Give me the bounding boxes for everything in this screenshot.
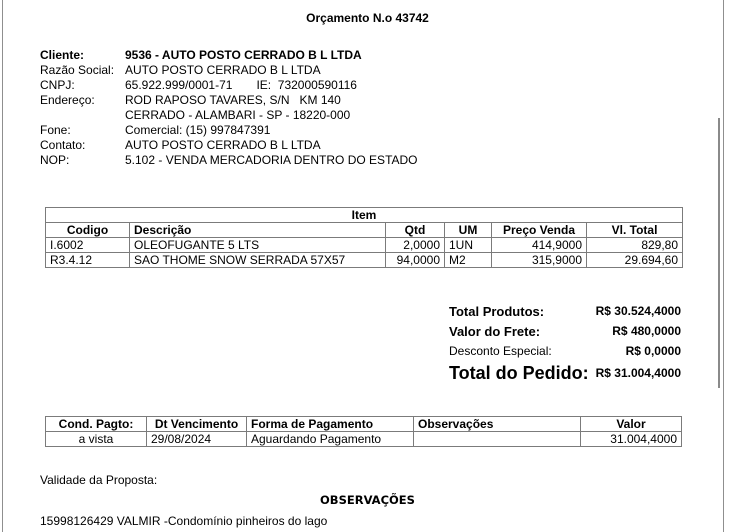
desconto-value: R$ 0,0000 <box>625 344 681 358</box>
cell-descricao: SAO THOME SNOW SERRADA 57X57 <box>130 253 386 268</box>
table-row <box>46 253 683 268</box>
cnpj-value-group <box>125 78 357 93</box>
items-header-row <box>46 223 683 238</box>
cell-observacoes <box>414 432 581 447</box>
total-produtos-value: R$ 30.524,4000 <box>595 304 681 318</box>
cell-vl-total: 29.694,60 <box>587 253 683 268</box>
desconto-row <box>449 344 681 364</box>
razao-social-value: AUTO POSTO CERRADO B L LTDA <box>125 63 321 77</box>
col-header-cond-pagto: Cond. Pagto: <box>46 417 147 432</box>
observacoes-text: 15998126429 VALMIR -Condomínio pinheiros do lago <box>40 514 328 528</box>
cell-codigo: R3.4.12 <box>46 253 130 268</box>
cell-preco-venda: 315,9000 <box>492 253 587 268</box>
frete-row <box>449 324 681 344</box>
col-header-preco-venda: Preço Venda <box>492 223 587 238</box>
contato-value: AUTO POSTO CERRADO B L LTDA <box>125 138 321 152</box>
document-title: Orçamento N.o 43742 <box>306 11 429 25</box>
col-header-observacoes: Observações <box>414 417 581 432</box>
razao-social-label: Razão Social: <box>40 63 115 77</box>
fone-value: Comercial: (15) 997847391 <box>125 123 271 137</box>
cell-qtd: 2,0000 <box>386 238 445 253</box>
col-header-valor: Valor <box>581 417 682 432</box>
endereco-label: Endereço: <box>40 93 95 107</box>
cell-qtd: 94,0000 <box>386 253 445 268</box>
cell-valor: 31.004,4000 <box>581 432 682 447</box>
cnpj-label: CNPJ: <box>40 78 75 92</box>
col-header-qtd: Qtd <box>386 223 445 238</box>
cell-preco-venda: 414,9000 <box>492 238 587 253</box>
cell-dt-vencimento: 29/08/2024 <box>147 432 247 447</box>
col-header-forma-pagamento: Forma de Pagamento <box>247 417 414 432</box>
total-produtos-row <box>449 304 681 324</box>
endereco-value: ROD RAPOSO TAVARES, S/N KM 140 <box>125 93 341 107</box>
items-section-header <box>46 208 683 223</box>
contato-label: Contato: <box>40 138 86 152</box>
observacoes-title: OBSERVAÇÕES <box>320 493 415 507</box>
table-row <box>46 238 683 253</box>
ie-label: IE: <box>256 78 272 92</box>
totals-block <box>449 304 681 390</box>
client-value: 9536 - AUTO POSTO CERRADO B L LTDA <box>125 48 362 62</box>
total-pedido-value: R$ 31.004,4000 <box>595 366 681 380</box>
col-header-dt-vencimento: Dt Vencimento <box>147 417 247 432</box>
payment-table <box>45 416 682 447</box>
table-row <box>46 432 682 447</box>
col-header-codigo: Codigo <box>46 223 130 238</box>
payment-header-row <box>46 417 682 432</box>
cell-vl-total: 829,80 <box>587 238 683 253</box>
col-header-um: UM <box>445 223 492 238</box>
cell-um: 1UN <box>445 238 492 253</box>
items-section-title: Item <box>46 208 683 223</box>
vertical-scrollbar-thumb[interactable] <box>718 118 720 388</box>
desconto-label: Desconto Especial: <box>449 344 552 358</box>
nop-label: NOP: <box>40 153 70 167</box>
nop-value: 5.102 - VENDA MERCADORIA DENTRO DO ESTADO <box>125 153 418 167</box>
ie-value: 732000590116 <box>277 78 357 92</box>
client-label: Cliente: <box>40 48 85 62</box>
total-pedido-label: Total do Pedido: <box>449 363 589 383</box>
total-produtos-label: Total Produtos: <box>449 304 545 319</box>
page-border-left <box>2 0 3 532</box>
frete-value: R$ 480,0000 <box>612 324 681 338</box>
total-pedido-row <box>449 363 681 390</box>
cell-descricao: OLEOFUGANTE 5 LTS <box>130 238 386 253</box>
page-border-right <box>723 0 724 532</box>
frete-label: Valor do Frete: <box>449 324 541 339</box>
endereco-line2-value: CERRADO - ALAMBARI - SP - 18220-000 <box>125 108 351 122</box>
fone-label: Fone: <box>40 123 71 137</box>
validade-label: Validade da Proposta: <box>40 473 158 487</box>
cell-um: M2 <box>445 253 492 268</box>
cell-forma-pagamento: Aguardando Pagamento <box>247 432 414 447</box>
cell-cond-pagto: a vista <box>46 432 147 447</box>
items-table <box>45 207 683 268</box>
cnpj-value: 65.922.999/0001-71 <box>125 78 233 92</box>
col-header-descricao: Descrição <box>130 223 386 238</box>
col-header-vl-total: Vl. Total <box>587 223 683 238</box>
cell-codigo: I.6002 <box>46 238 130 253</box>
